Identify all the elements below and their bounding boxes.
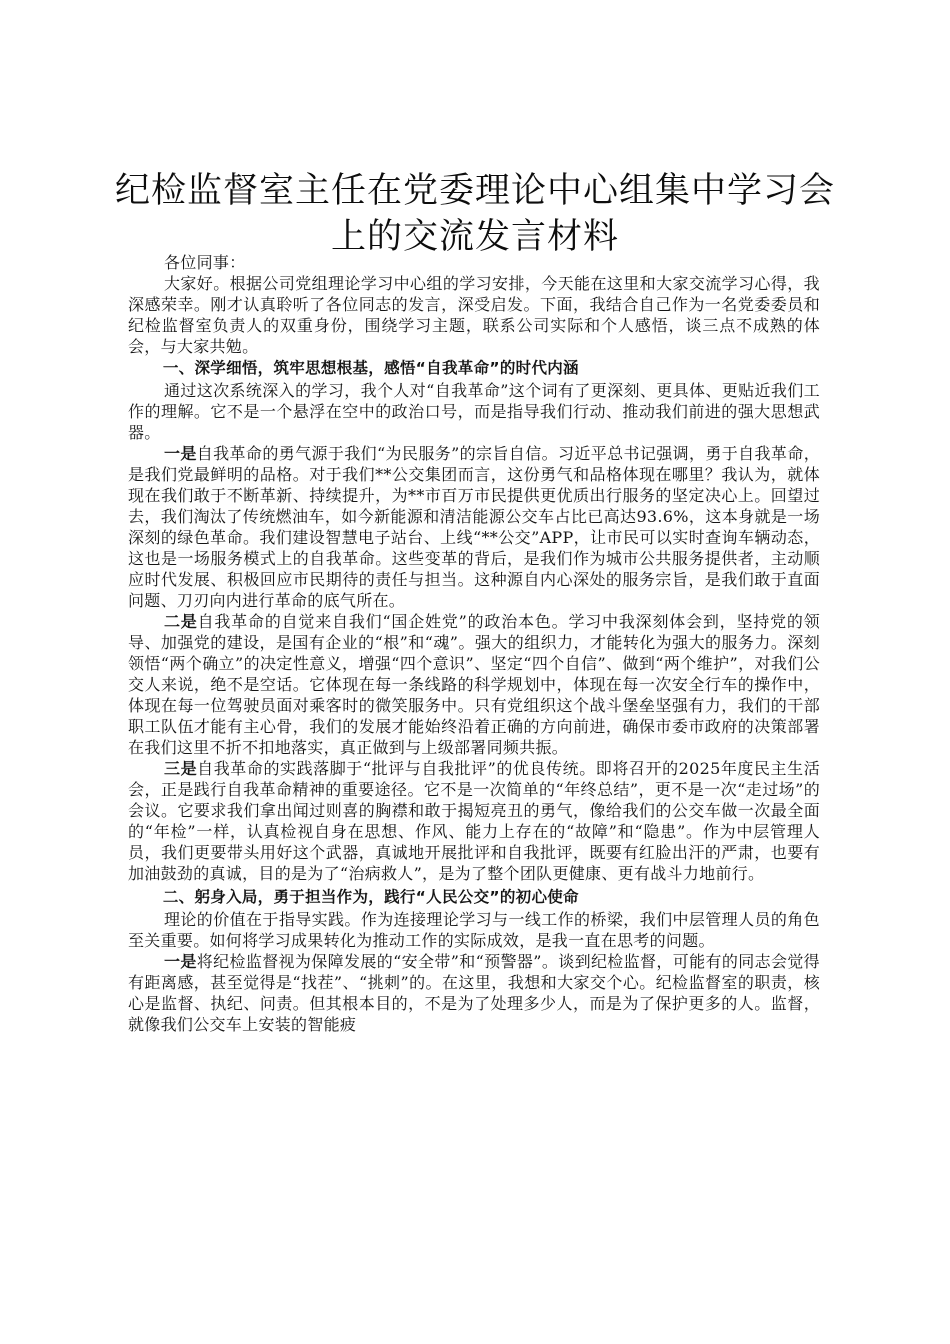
- point-lead: 一是: [164, 952, 197, 971]
- section-1-intro: 通过这次系统深入的学习，我个人对“自我革命”这个词有了更深刻、更具体、更贴近我们工作的理解。它不是一个悬浮在空中的政治口号，而是指导我们行动、推动我们前进的强大思想武器。: [128, 381, 820, 442]
- document-title: 纪检监督室主任在党委理论中心组集中学习会上的交流发言材料: [114, 171, 835, 257]
- intro-paragraph: 大家好。根据公司党组理论学习中心组的学习安排，今天能在这里和大家交流学习心得，我深感荣幸。刚才认真聆听了各位同志的发言，深受启发。下面，我结合自己作为一名党委委员和纪检监督室负责人的双重身份，围绕学习主题，联系公司实际和个人感悟，谈三点不成熟的体会，与大家共勉。: [128, 274, 820, 356]
- section-1-point-2: [128, 611, 820, 758]
- point-text: 自我革命的勇气源于我们“为民服务”的宗旨自信。习近平总书记强调，勇于自我革命，是我们党最鲜明的品格。对于我们**公交集团而言，这份勇气和品格体现在哪里？我认为，就体现在我们敢于不断革新、持续提升，为**市百万市民提供更优质出行服务的坚定决心上。回望过去，我们淘汰了传统燃油车，如今新能源和清洁能源公交车占比已高达93.6%，这本身就是一场深刻的绿色革命。我们建设智慧电子站台、上线“**公交”APP，让市民可以实时查询车辆动态，这也是一场服务模式上的自我革命。这些变革的背后，是我们作为城市公共服务提供者，主动顺应时代发展、积极回应市民期待的责任与担当。这种源自内心深处的服务宗旨，是我们敢于直面问题、刀刃向内进行革命的底气所在。: [128, 444, 821, 610]
- point-text: 将纪检监督视为保障发展的“安全带”和“预警器”。谈到纪检监督，可能有的同志会觉得有距离感，甚至觉得是“找茬”、“挑刺”的。在这里，我想和大家交个心。纪检监督室的职责，核心是监督、执纪、问责。但其根本目的，不是为了处理多少人，而是为了保护更多的人。监督，就像我们公交车上安装的智能疲: [128, 952, 820, 1034]
- section-heading-1: 一、深学细悟，筑牢思想根基，感悟“自我革命”的时代内涵: [162, 359, 579, 377]
- section-1-point-3: [128, 758, 820, 884]
- salutation: 各位同事：: [164, 253, 246, 272]
- section-2-intro: 理论的价值在于指导实践。作为连接理论学习与一线工作的桥梁，我们中层管理人员的角色至关重要。如何将学习成果转化为推动工作的实际成效，是我一直在思考的问题。: [128, 910, 820, 950]
- section-2-point-1: [128, 951, 820, 1035]
- section-heading-2: 二、躬身入局，勇于担当作为，践行“人民公交”的初心使命: [162, 888, 579, 906]
- point-lead: 三是: [164, 759, 198, 778]
- point-text: 自我革命的实践落脚于“批评与自我批评”的优良传统。即将召开的2025年度民主生活会，正是践行自我革命精神的重要途径。它不是一次简单的“年终总结”，更不是一次“走过场”的会议。它要求我们拿出闻过则喜的胸襟和敢于揭短亮丑的勇气，像给我们的公交车做一次最全面的“年检”一样，认真检视自身在思想、作风、能力上存在的“故障”和“隐患”。作为中层管理人员，我们更要带头用好这个武器，真诚地开展批评和自我批评，既要有红脸出汗的严肃，也要有加油鼓劲的真诚，目的是为了“治病救人”，是为了整个团队更健康、更有战斗力地前行。: [128, 759, 820, 883]
- document-body: [128, 252, 820, 1035]
- point-text: 自我革命的自觉来自我们“国企姓党”的政治本色。学习中我深刻体会到，坚持党的领导、加强党的建设，是国有企业的“根”和“魂”。强大的组织力，才能转化为强大的服务力。深刻领悟“两个确立”的决定性意义，增强“四个意识”、坚定“四个自信”、做到“两个维护”，对我们公交人来说，绝不是空话。它体现在每一条线路的科学规划中，体现在每一次安全行车的操作中，体现在每一位驾驶员面对乘客时的微笑服务中。只有党组织这个战斗堡垒坚强有力，我们的干部职工队伍才能有主心骨，我们的发展才能始终沿着正确的方向前进，确保市委市政府的决策部署在我们这里不折不扣地落实，真正做到与上级部署同频共振。: [128, 612, 820, 757]
- point-lead: 二是: [164, 612, 198, 631]
- point-lead: 一是: [164, 444, 197, 463]
- section-1-point-1: [128, 443, 820, 611]
